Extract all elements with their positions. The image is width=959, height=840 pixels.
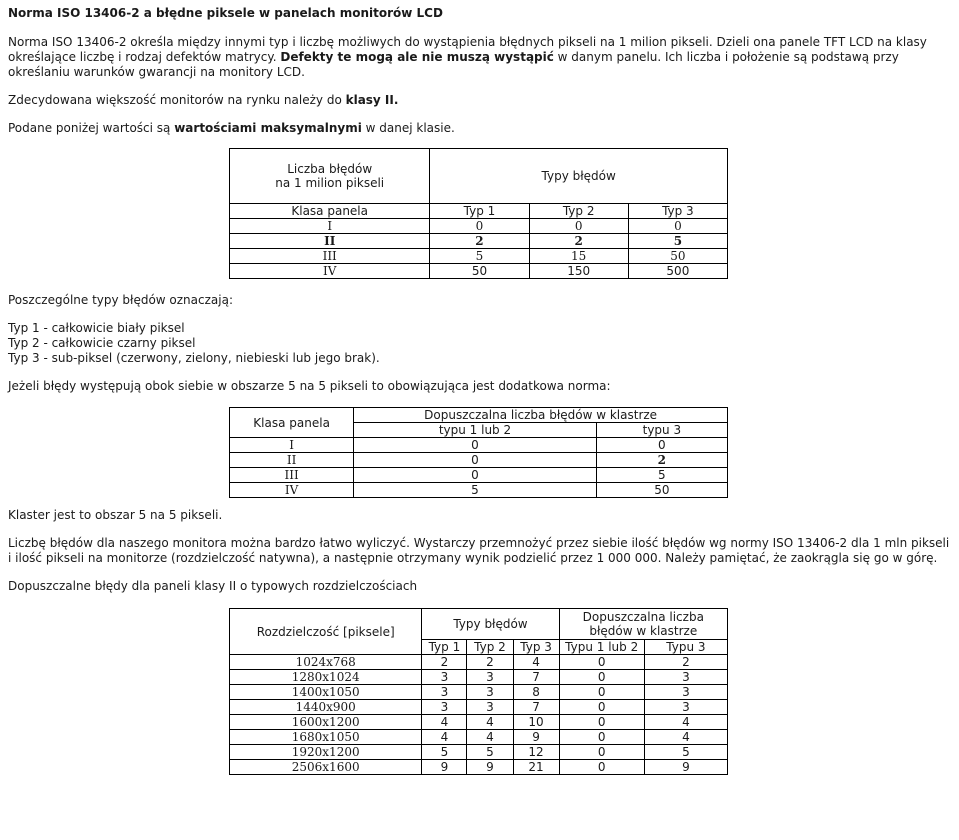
- table1-header-row: [230, 149, 728, 204]
- cluster-intro: Jeżeli błędy występują obok siebie w obszarze 5 na 5 pikseli to obowiązująca jest dodatkowa norma:: [8, 379, 611, 393]
- table-row: [230, 264, 728, 279]
- table-cell: 500: [628, 264, 727, 279]
- article: [8, 5, 950, 775]
- table-cell: 50: [596, 483, 727, 498]
- table-cell: 3: [422, 685, 467, 700]
- table-row: [230, 453, 728, 468]
- table-cell: 50: [628, 249, 727, 264]
- table-cell: 0: [559, 760, 644, 775]
- table-cell: 2: [596, 453, 727, 468]
- table-cell: 150: [529, 264, 628, 279]
- table-cell: 5: [430, 249, 529, 264]
- table3-header-types: Typy błędów: [422, 609, 559, 640]
- table-cell: 0: [559, 655, 644, 670]
- table-cell: 3: [644, 670, 727, 685]
- table-cell: 0: [354, 468, 596, 483]
- table-row: [230, 715, 728, 730]
- table3-col-typ1: Typ 1: [422, 640, 467, 655]
- page-title: Norma ISO 13406-2 a błędne piksele w panelach monitorów LCD: [8, 6, 443, 20]
- table2-header-group: Dopuszczalna liczba błędów w klastrze: [354, 408, 728, 423]
- table-cell: III: [230, 468, 354, 483]
- table-cell: 5: [596, 468, 727, 483]
- table3-header-resolution: Rozdzielczość [piksele]: [230, 609, 422, 655]
- table-row: [230, 219, 728, 234]
- table-cell: 4: [644, 715, 727, 730]
- table-cell: 9: [422, 760, 467, 775]
- table-cell: 10: [513, 715, 559, 730]
- table-cell: 0: [430, 219, 529, 234]
- table-row: [230, 760, 728, 775]
- table-cell: 0: [559, 745, 644, 760]
- class-ii-table-caption: Dopuszczalne błędy dla paneli klasy II o typowych rozdzielczościach: [8, 579, 418, 593]
- table-cell: 4: [513, 655, 559, 670]
- table-cell: 0: [559, 715, 644, 730]
- table-cell: 3: [422, 670, 467, 685]
- table-row: [230, 438, 728, 453]
- table-cell: II: [230, 234, 430, 249]
- table-cell: 4: [422, 730, 467, 745]
- table-row: [230, 468, 728, 483]
- table-cell: III: [230, 249, 430, 264]
- table-cell: 2: [644, 655, 727, 670]
- list-item: Typ 3 - sub-piksel (czerwony, zielony, niebieski lub jego brak).: [8, 351, 380, 365]
- table-cell: 0: [559, 685, 644, 700]
- table-cell: 3: [467, 670, 513, 685]
- table-cell: 0: [559, 730, 644, 745]
- table-cell: 15: [529, 249, 628, 264]
- table2-col-typ12: typu 1 lub 2: [354, 423, 596, 438]
- table-cell: IV: [230, 483, 354, 498]
- types-list: [8, 321, 950, 366]
- max-values-bold: wartościami maksymalnymi: [174, 121, 362, 135]
- cluster-definition: Klaster jest to obszar 5 na 5 pikseli.: [8, 508, 223, 522]
- table-cell: 12: [513, 745, 559, 760]
- table-cell: 5: [467, 745, 513, 760]
- resolution-cell: 1280x1024: [230, 670, 422, 685]
- table-row: [230, 249, 728, 264]
- table-cell: I: [230, 438, 354, 453]
- table2-header-row: [230, 408, 728, 423]
- table-cell: 2: [529, 234, 628, 249]
- table-cell: 4: [422, 715, 467, 730]
- resolution-cell: 1440x900: [230, 700, 422, 715]
- table-cell: 0: [529, 219, 628, 234]
- intro-text-a: Norma ISO 13406-2 określa między innymi typ i liczbę możliwych do wystąpienia błędnych pikseli na 1 milion pikseli. Dzieli ona panele TFT LCD na klasy określające liczbę i rodzaj defektów matrycy.: [8, 35, 927, 64]
- table-cell: IV: [230, 264, 430, 279]
- class-ii-bold: klasy II.: [345, 93, 399, 107]
- table-row: [230, 685, 728, 700]
- calculation-paragraph: Liczbę błędów dla naszego monitora można bardzo łatwo wyliczyć. Wystarczy przemnożyć przez siebie ilość błędów wg normy ISO 13406-2 dla 1 mln pikseli i ilość pikseli na monitorze (rozdzielczość natywna), a następnie otrzymany wynik podzielić przez 1 000 000. Należy pamiętać, że zaokrągla się go w górę.: [8, 536, 950, 565]
- defects-per-million-table: [229, 148, 728, 279]
- table-cell: 4: [644, 730, 727, 745]
- resolution-cell: 1920x1200: [230, 745, 422, 760]
- class-ii-resolutions-table: [229, 608, 728, 775]
- table-cell: I: [230, 219, 430, 234]
- intro-text-c: w danym panelu. Ich liczba i położenie są podstawą przy określaniu warunków gwarancji na monitory LCD.: [8, 50, 899, 79]
- table-cell: 9: [644, 760, 727, 775]
- max-values-text-a: Podane poniżej wartości są: [8, 121, 175, 135]
- class-ii-text: Zdecydowana większość monitorów na rynku należy do: [8, 93, 346, 107]
- table-cell: 9: [513, 730, 559, 745]
- table-cell: 3: [644, 700, 727, 715]
- table-cell: 7: [513, 700, 559, 715]
- table1-column-row: [230, 204, 728, 219]
- table1-col-typ1: Typ 1: [430, 204, 529, 219]
- table-cell: 3: [467, 685, 513, 700]
- table-cell: 4: [467, 715, 513, 730]
- table1-header-types: Typy błędów: [430, 149, 728, 204]
- table3-header-cluster: Dopuszczalna liczba błędów w klastrze: [559, 609, 727, 640]
- table1-header-count: Liczba błędów na 1 milion pikseli: [230, 149, 430, 204]
- table-row: [230, 655, 728, 670]
- table-cell: 5: [354, 483, 596, 498]
- table-cell: 5: [644, 745, 727, 760]
- table-cell: 2: [422, 655, 467, 670]
- table3-col-typ3: Typ 3: [513, 640, 559, 655]
- table-cell: 9: [467, 760, 513, 775]
- table1-col-typ2: Typ 2: [529, 204, 628, 219]
- table-cell: 2: [467, 655, 513, 670]
- table3-body: [230, 655, 728, 775]
- resolution-cell: 2506x1600: [230, 760, 422, 775]
- resolution-cell: 1400x1050: [230, 685, 422, 700]
- table-cell: 2: [430, 234, 529, 249]
- table-row: [230, 670, 728, 685]
- table2-header-class: Klasa panela: [230, 408, 354, 438]
- resolution-cell: 1600x1200: [230, 715, 422, 730]
- table-row: [230, 700, 728, 715]
- table-row: [230, 483, 728, 498]
- table-cell: 21: [513, 760, 559, 775]
- table2-col-typ3: typu 3: [596, 423, 727, 438]
- table-cell: II: [230, 453, 354, 468]
- table3-col-typ2: Typ 2: [467, 640, 513, 655]
- table-cell: 4: [467, 730, 513, 745]
- table3-col-cluster-typ3: Typu 3: [644, 640, 727, 655]
- table-row: [230, 730, 728, 745]
- table-cell: 3: [644, 685, 727, 700]
- table-cell: 0: [559, 670, 644, 685]
- max-values-text-c: w danej klasie.: [361, 121, 455, 135]
- table1-col-typ3: Typ 3: [628, 204, 727, 219]
- class-ii-paragraph: [8, 93, 950, 108]
- max-values-paragraph: [8, 121, 950, 136]
- cluster-table: [229, 407, 728, 498]
- table-cell: 8: [513, 685, 559, 700]
- intro-text-bold: Defekty te mogą ale nie muszą wystąpić: [280, 50, 554, 64]
- table-cell: 3: [422, 700, 467, 715]
- table-cell: 0: [354, 438, 596, 453]
- table3-col-cluster-typ12: Typu 1 lub 2: [559, 640, 644, 655]
- table-cell: 3: [467, 700, 513, 715]
- table-cell: 0: [354, 453, 596, 468]
- table3-header-row: [230, 609, 728, 640]
- table-cell: 7: [513, 670, 559, 685]
- table-cell: 5: [628, 234, 727, 249]
- table-cell: 0: [596, 438, 727, 453]
- resolution-cell: 1680x1050: [230, 730, 422, 745]
- resolution-cell: 1024x768: [230, 655, 422, 670]
- types-intro: Poszczególne typy błędów oznaczają:: [8, 293, 233, 307]
- intro-paragraph: [8, 35, 950, 80]
- table-cell: 0: [559, 700, 644, 715]
- list-item: Typ 1 - całkowicie biały piksel: [8, 321, 185, 335]
- table1-col-class: Klasa panela: [230, 204, 430, 219]
- list-item: Typ 2 - całkowicie czarny piksel: [8, 336, 196, 350]
- table-row: [230, 234, 728, 249]
- table-cell: 0: [628, 219, 727, 234]
- table-cell: 5: [422, 745, 467, 760]
- table-cell: 50: [430, 264, 529, 279]
- table-row: [230, 745, 728, 760]
